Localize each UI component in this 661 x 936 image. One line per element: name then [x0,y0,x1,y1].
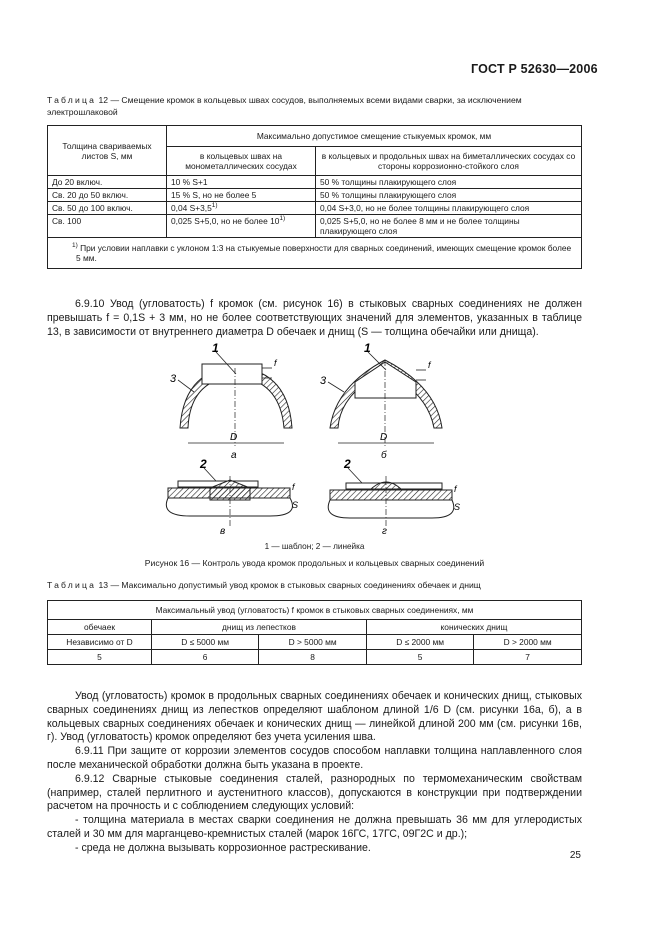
document-header: ГОСТ Р 52630—2006 [471,62,598,76]
label-f-v: f [292,482,295,492]
table13-sub-petal-1: D ≤ 5000 мм [152,635,259,650]
figure-16 [150,340,480,540]
template-b [355,362,416,398]
table13-cell: 7 [474,650,582,665]
table12-group-header: Максимально допустимое смещение стыкуемых кромок, мм [167,126,582,147]
table12-cell [167,215,316,238]
label-1-a: 1 [212,341,219,355]
table13-col-shell: обечаек [48,620,152,635]
table13-caption [47,580,582,592]
table12-cell: Св. 50 до 100 включ. [48,202,167,215]
table12-cell: 10 % S+1 [167,176,316,189]
footnote-text: При условии наплавки с уклоном 1:3 на стыкуемые поверхности для сварных соединений, имеющих смещение кромок более 5 мм. [76,243,572,263]
plate-g [330,490,452,500]
table12-caption-word: Таблица [47,95,97,105]
table12-footnote [48,238,582,269]
table-row [48,176,582,189]
table12-col3-header: в кольцевых и продольных швах на биметаллических сосудах со стороны коррозионно-стойкого слоя [316,147,582,176]
table-row [48,215,582,238]
table12-cell: Св. 20 до 50 включ. [48,189,167,202]
table13-group-header: Максимальный увод (угловатость) f кромок в стыковых сварных соединениях, мм [48,601,582,620]
table12-cell: 50 % толщины плакирующего слоя [316,189,582,202]
table-row [48,202,582,215]
table13-col-conic: конических днищ [366,620,581,635]
template-a [202,364,262,384]
table-row [48,189,582,202]
page-number: 25 [569,850,581,861]
paragraph-uvod: Увод (угловатость) кромок в продольных сварных соединениях обечаек и конических днищ, стыковых сварных соединениях днищ из лепестков определяют шаблоном длиной 1/6 D (см. рисунки 16а, б), а в кольцевых сварных соединениях обечаек и конических днищ — линейкой длиной 200 мм (см. рисунки 16в, г). Увод (угловатость) кромок определяют без учета усиления шва. [47,690,582,744]
table12-col2-header: в кольцевых швах на монометаллических сосудах [167,147,316,176]
label-f-g: f [454,484,457,494]
leader-3-b [328,382,344,392]
figure16-caption: Рисунок 16 — Контроль увода кромок продольных и кольцевых сварных соединений [144,558,485,568]
bullet-item-1: - толщина материала в местах сварки соединения не должна превышать 36 мм для углеродистых сталей и 30 мм для марганцево-кремнистых сталей (марок 16ГС, 17ГС, 09Г2С и др.); [47,814,582,840]
table12-cell [167,202,316,215]
label-d-a: D [230,432,238,443]
table13-cell: 6 [152,650,259,665]
bullet-item-2: - среда не должна вызывать коррозионное растрескивание. [75,841,371,854]
table13-sub-conic-1: D ≤ 2000 мм [366,635,473,650]
table13-sub-shell: Независимо от D [48,635,152,650]
label-2-v: 2 [200,457,207,471]
table13-col-petal: днищ из лепестков [152,620,367,635]
sublabel-b: б [381,450,387,461]
figure-part-g [328,468,454,528]
footnote-ref: 1) [279,215,286,223]
table12-cell: 50 % толщины плакирующего слоя [316,176,582,189]
label-f-b: f [428,360,431,370]
table12-cell: 0,025 S+5,0, но не более 8 мм и не более толщины плакирующего слоя [316,215,582,238]
table12-caption-text: 12 — Смещение кромок в кольцевых швах сосудов, выполняемых всеми видами сварки, за исключением электрошлаковой [47,95,522,117]
footnote-mark: 1) [72,242,78,250]
leader-3-a [178,380,194,392]
table12-cell: До 20 включ. [48,176,167,189]
table12-caption [47,95,582,118]
label-s-v: S [292,500,299,510]
label-f-a: f [274,358,277,368]
table12-cell: 15 % S, но не более 5 [167,189,316,202]
support-v [166,498,292,516]
table13-sub-petal-2: D > 5000 мм [259,635,367,650]
table-row [48,650,582,665]
label-1-b: 1 [364,341,371,355]
table13-cell: 5 [366,650,473,665]
label-3-b: 3 [320,375,327,387]
sublabel-v: в [220,526,226,537]
paragraph-6-9-10: 6.9.10 Увод (угловатость) f кромок (см. рисунок 16) в стыковых сварных соединениях не должен превышать f = 0,1S + 3 мм, но не более соответствующих значений для элементов, указанных в таблице 13, в зависимости от внутреннего диаметра D обечаек и днищ (S — толщина обечайки или днища). [47,298,582,338]
table13-cell: 8 [259,650,367,665]
table13-caption-text: 13 — Максимально допустимый увод кромок в стыковых сварных соединениях обечаек и днищ [98,580,481,590]
table12-cell: Св. 100 [48,215,167,238]
table-12 [47,125,582,269]
table13-sub-conic-2: D > 2000 мм [474,635,582,650]
support-g [328,500,454,518]
table12-cell: 0,04 S+3,0, но не более толщины плакирующего слоя [316,202,582,215]
table-13 [47,600,582,665]
label-d-b: D [380,432,388,443]
table12-col1-header: Толщина свариваемых листов S, мм [48,126,167,176]
sublabel-g: г [382,526,387,537]
label-s-g: S [454,502,461,512]
paragraph-6-9-12: 6.9.12 Сварные стыковые соединения сталей, разнородных по термомеханическим свойствам (например, сталей перлитного и аустенитного классов), допускаются в конструкции при подтверждении расчетом на прочность и с соблюдением следующих условий: [47,772,582,813]
table13-caption-word: Таблица [47,580,97,590]
paragraph-6-9-11: 6.9.11 При защите от коррозии элементов сосудов способом наплавки толщина наплавленного слоя после механической обработки должна быть указана в проекте. [47,745,582,771]
cell-text: 0,04 S+3,5 [171,203,212,213]
label-3-a: 3 [170,373,177,385]
footnote-ref: 1) [211,202,218,210]
figure-part-v [166,468,292,528]
sublabel-a: а [231,450,237,461]
figure16-legend: 1 — шаблон; 2 — линейка [264,542,365,551]
label-2-g: 2 [344,457,351,471]
cell-text: 0,025 S+5,0, но не более 10 [171,216,280,226]
table13-cell: 5 [48,650,152,665]
